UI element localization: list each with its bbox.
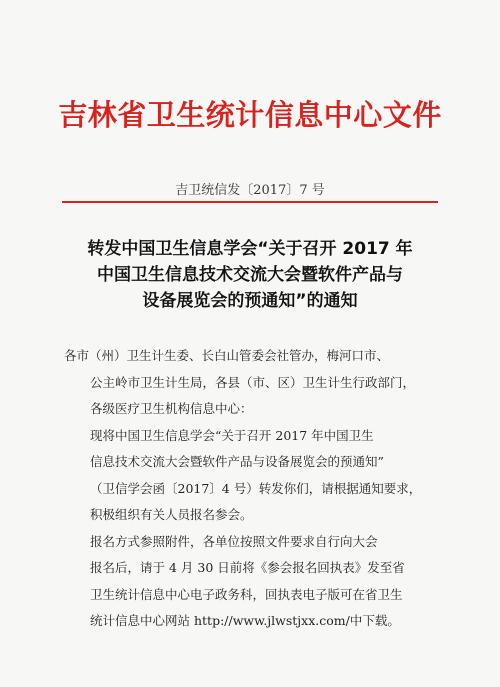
paragraph-line: 现将中国卫生信息学会“关于召开 2017 年中国卫生: [90, 427, 374, 443]
document-number: 吉卫统信发〔2017〕7 号: [175, 183, 325, 198]
notice-title-line: 中国卫生信息技术交流大会暨软件产品与: [97, 265, 403, 285]
paragraph-line: 卫生统计信息中心电子政务科，回执表电子版可在省卫生: [90, 586, 403, 602]
paragraph-line: 信息技术交流大会暨软件产品与设备展览会的预通知”: [90, 454, 384, 469]
recipients-line: 公主岭市卫生计生局，各县（市、区）卫生计生行政部门，: [90, 374, 416, 390]
notice-title-line: 设备展览会的预通知”的通知: [142, 291, 358, 311]
paragraph-line: 积极组织有关人员报名参会。: [90, 507, 253, 522]
recipients-line: 各市（州）卫生计生委、长白山管委会社管办，梅河口市、: [64, 348, 390, 363]
notice-body: [64, 343, 440, 635]
recipients-line: 各级医疗卫生机构信息中心：: [90, 401, 253, 416]
document-header-title: 吉林省卫生统计信息中心文件: [58, 98, 442, 132]
notice-title-line: 转发中国卫生信息学会“关于召开 2017 年: [87, 239, 413, 259]
red-divider-line: [62, 201, 438, 203]
paragraph-line: 统计信息中心网站 http://www.jlwstjxx.com/中下载。: [90, 613, 400, 628]
paragraph-line: （卫信学会函〔2017〕4 号）转发你们，请根据通知要求，: [90, 480, 422, 496]
paragraph-line: 报名后，请于 4 月 30 日前将《参会报名回执表》发至省: [90, 560, 405, 575]
paragraph-line: 报名方式参照附件，各单位按照文件要求自行向大会: [90, 533, 378, 549]
notice-title: [40, 236, 460, 314]
